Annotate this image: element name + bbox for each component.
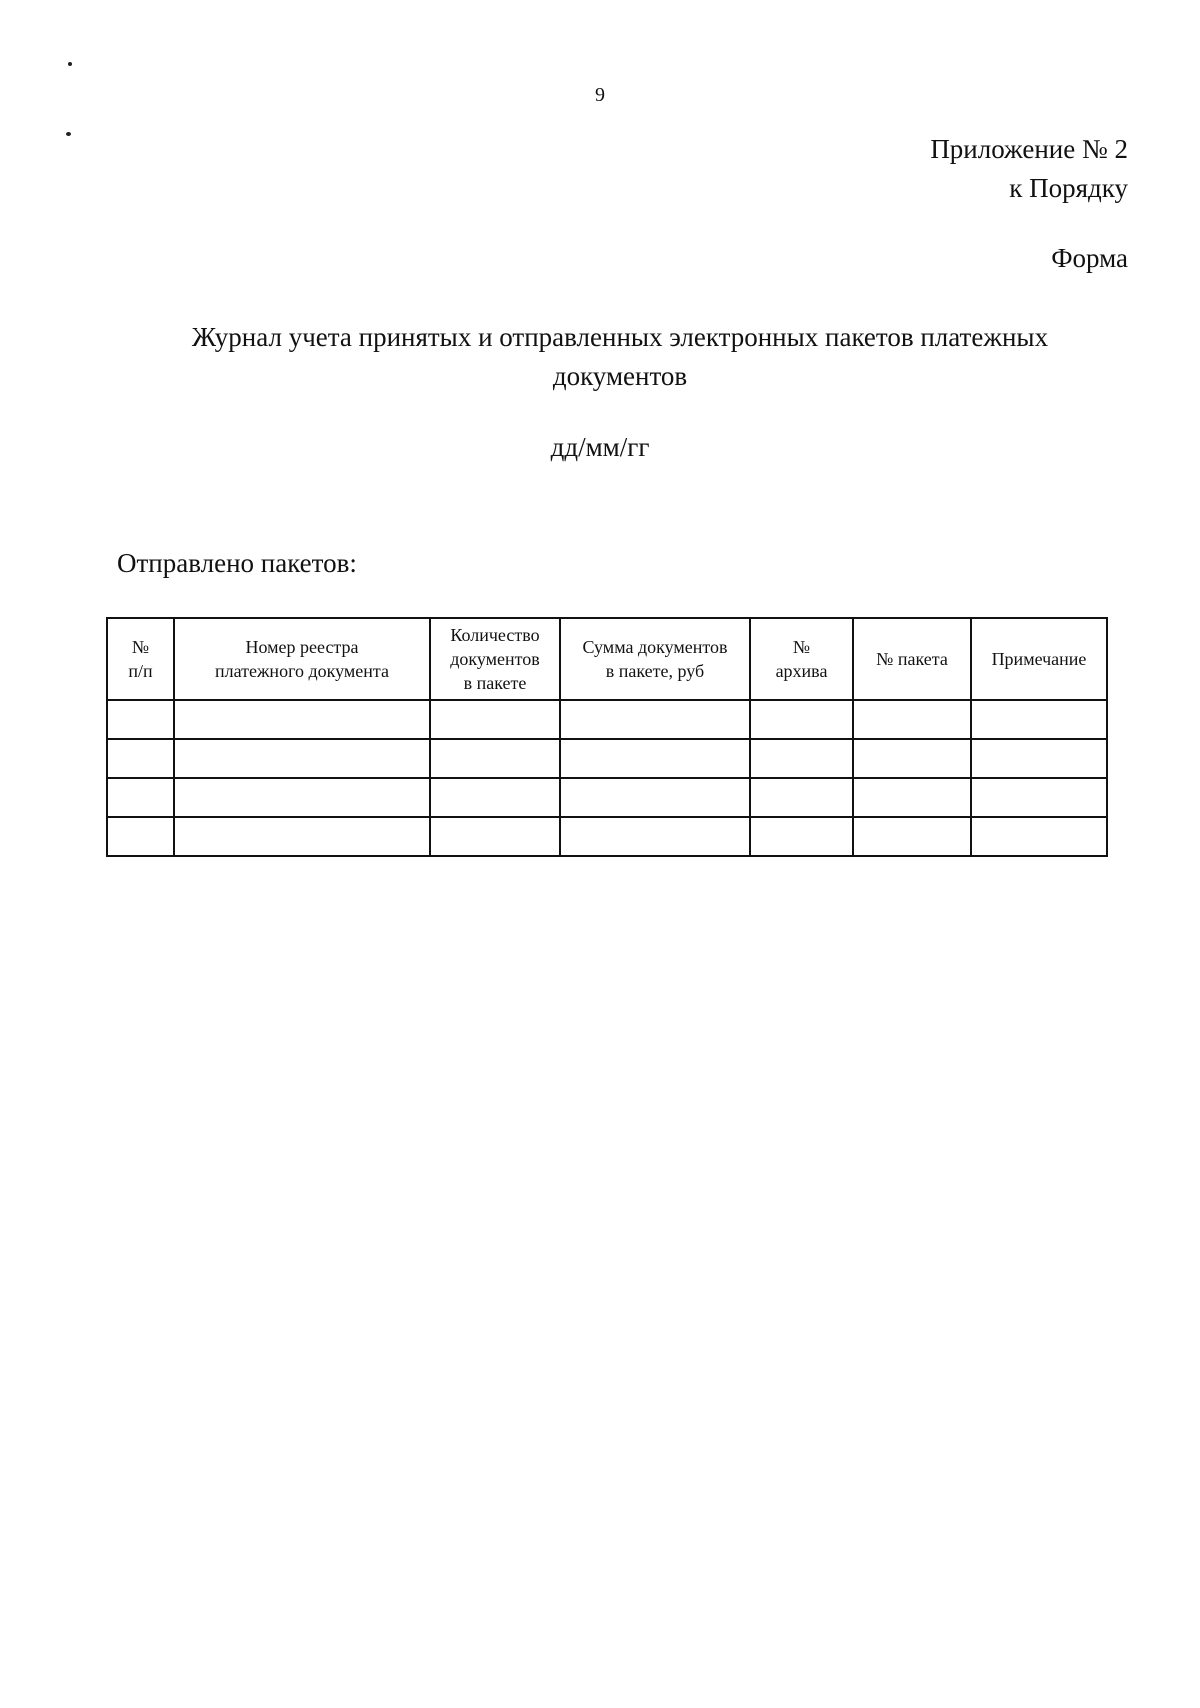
table-cell [560,817,750,856]
column-header-package-number: № пакета [853,618,971,700]
table-cell [430,778,560,817]
table-cell [853,700,971,739]
table-cell [107,739,174,778]
table-cell [750,739,853,778]
table-cell [107,700,174,739]
table-cell [750,700,853,739]
scan-speck [68,62,72,66]
date-placeholder: дд/мм/гг [550,432,650,462]
document-title [120,318,1120,396]
journal-table-header [107,618,1107,700]
table-cell [174,778,430,817]
journal-table-body [107,700,1107,856]
column-header-registry-number: Номер реестра платежного документа [174,618,430,700]
appendix-reference [930,130,1128,208]
table-cell [430,739,560,778]
page-number: 9 [595,84,605,106]
table-cell [750,778,853,817]
table-cell [107,778,174,817]
table-cell [174,739,430,778]
table-cell [853,817,971,856]
journal-table [106,617,1108,857]
table-cell [174,700,430,739]
table-row [107,817,1107,856]
document-title-line: документов [552,361,688,391]
table-cell [750,817,853,856]
table-cell [971,700,1107,739]
table-cell [560,700,750,739]
table-row [107,700,1107,739]
table-row [107,739,1107,778]
table-cell [430,817,560,856]
appendix-procedure: к Порядку [1009,173,1128,203]
scan-speck [66,132,71,136]
appendix-number: Приложение № 2 [930,134,1128,164]
table-row [107,778,1107,817]
sent-packages-label: Отправлено пакетов: [117,548,357,578]
document-title-line: Журнал учета принятых и отправленных электронных пакетов платежных [191,322,1049,352]
table-cell [560,778,750,817]
column-header-document-count: Количество документов в пакете [430,618,560,700]
table-cell [430,700,560,739]
table-cell [107,817,174,856]
table-cell [174,817,430,856]
column-header-archive-number: № архива [750,618,853,700]
column-header-note: Примечание [971,618,1107,700]
form-label: Форма [1051,243,1128,273]
table-cell [971,778,1107,817]
table-cell [853,739,971,778]
column-header-row-number: № п/п [107,618,174,700]
column-header-document-sum: Сумма документов в пакете, руб [560,618,750,700]
table-cell [971,739,1107,778]
table-cell [971,817,1107,856]
table-cell [560,739,750,778]
header-row [107,618,1107,700]
table-cell [853,778,971,817]
